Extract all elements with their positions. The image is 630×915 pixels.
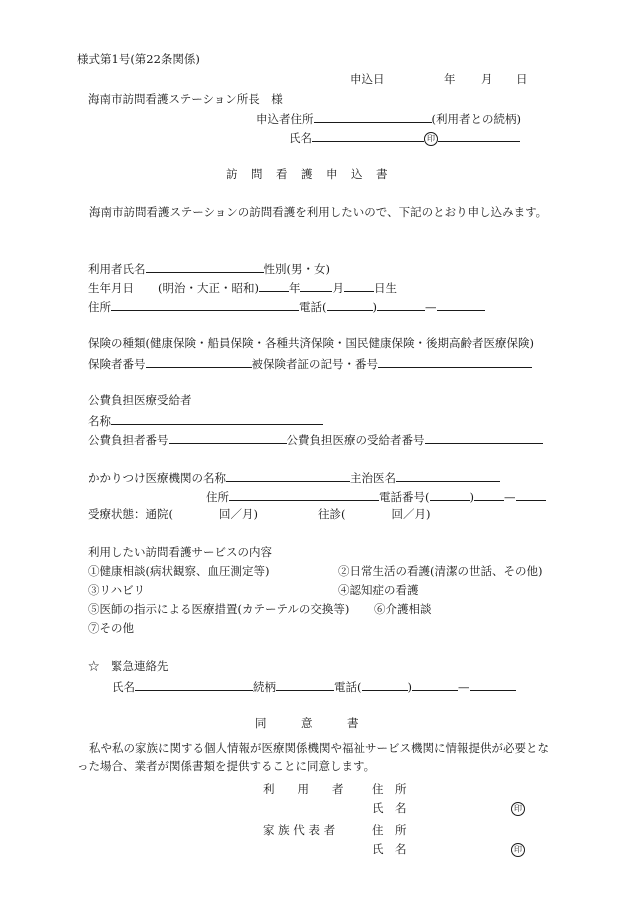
insurer-row	[88, 355, 532, 371]
clinic-address-label: 住所	[206, 490, 229, 504]
emergency-phone-close: )	[407, 680, 412, 694]
emergency-phone-mid-field[interactable]	[412, 678, 458, 691]
consent-family-seal	[511, 842, 525, 857]
treatment-status-row	[88, 507, 431, 521]
seal-icon: 印	[511, 843, 525, 857]
birth-day-unit: 日生	[373, 281, 397, 295]
clinic-address-row	[206, 488, 546, 504]
recipient-number-label: 公費負担医療の受給者番号	[286, 433, 425, 447]
services-heading: 利用したい訪問看護サービスの内容	[88, 545, 272, 559]
birth-day-field[interactable]	[344, 279, 374, 292]
emergency-phone-area-field[interactable]	[362, 678, 408, 691]
date-year: 年	[444, 72, 456, 86]
relation-note: (利用者との続柄)	[431, 112, 521, 126]
user-name-row	[88, 260, 330, 276]
doctor-name-label: 主治医名	[350, 471, 396, 485]
user-phone-dash: —	[425, 300, 437, 314]
emergency-phone-dash: —	[458, 680, 470, 694]
birth-year-unit: 年	[288, 281, 301, 295]
intro-text: 海南市訪問看護ステーションの訪問看護を利用したいので、下記のとおり申し込みます。	[89, 205, 548, 219]
home-visit-label: 往診(	[318, 507, 346, 521]
service-dementia-care: ④認知症の看護	[338, 583, 419, 597]
consent-user-seal	[511, 801, 525, 816]
addressee: 海南市訪問看護ステーション所長 様	[88, 92, 283, 106]
public-name-label: 名称	[88, 414, 111, 428]
user-phone-close: )	[372, 300, 377, 314]
insurer-number-field[interactable]	[146, 355, 252, 368]
applicant-address-field[interactable]	[314, 110, 432, 123]
user-phone-area-field[interactable]	[327, 298, 373, 311]
applicant-name-label: 氏名	[289, 131, 312, 145]
birthdate-row	[88, 279, 397, 295]
doctor-name-field[interactable]	[396, 469, 500, 482]
consent-family-address-label: 住 所	[372, 823, 407, 837]
consent-family-label: 家 族 代 表 者	[263, 823, 336, 837]
consent-family-name-label: 氏 名	[372, 842, 407, 856]
clinic-phone-close: )	[469, 490, 474, 504]
clinic-row	[88, 469, 500, 485]
emergency-relation-field[interactable]	[276, 678, 334, 691]
home-visit-unit: 回／月)	[391, 507, 431, 521]
user-phone-end-field[interactable]	[437, 298, 485, 311]
service-care-consult: ⑥介護相談	[374, 602, 432, 616]
clinic-phone-label: 電話番号(	[379, 490, 430, 504]
user-phone-label: 電話(	[299, 300, 327, 314]
service-daily-care: ②日常生活の看護(清潔の世話、その他)	[338, 564, 543, 578]
emergency-contact-row	[112, 678, 516, 694]
consent-title: 同 意 書	[255, 716, 359, 730]
public-heading: 公費負担医療受給者	[88, 393, 192, 407]
emergency-name-label: 氏名	[112, 680, 135, 694]
applicant-address-label: 申込者住所	[256, 112, 314, 126]
clinic-address-field[interactable]	[229, 488, 379, 501]
consent-user-label: 利 用 者	[263, 782, 344, 796]
insurance-type: 保険の種類(健康保険・船員保険・各種共済保険・国民健康保険・後期高齢者医療保険)	[88, 336, 534, 350]
emergency-phone-label: 電話(	[334, 680, 362, 694]
applicant-name-field-2[interactable]	[438, 129, 520, 142]
user-name-field[interactable]	[146, 260, 264, 273]
service-other: ⑦その他	[88, 621, 134, 635]
clinic-phone-end-field[interactable]	[516, 488, 546, 501]
payer-number-field[interactable]	[169, 431, 287, 444]
emergency-relation-label: 続柄	[253, 680, 276, 694]
applicant-name-row	[289, 129, 520, 146]
birth-year-field[interactable]	[259, 279, 289, 292]
user-phone-mid-field[interactable]	[377, 298, 425, 311]
insured-id-field[interactable]	[378, 355, 532, 368]
emergency-name-field[interactable]	[135, 678, 253, 691]
consent-user-address-label: 住 所	[372, 782, 407, 796]
era-options: (明治・大正・昭和)	[158, 281, 259, 295]
application-date-label: 申込日	[350, 72, 385, 86]
clinic-phone-dash: —	[504, 490, 516, 504]
user-address-label: 住所	[88, 300, 111, 314]
date-day: 日	[516, 72, 528, 86]
emergency-phone-end-field[interactable]	[470, 678, 516, 691]
public-name-row	[88, 412, 323, 428]
service-health-consult: ①健康相談(病状観察、血圧測定等)	[88, 564, 270, 578]
form-number: 様式第1号(第22条関係)	[77, 52, 200, 66]
outpatient-unit: 回／月)	[219, 507, 258, 521]
public-name-field[interactable]	[111, 412, 323, 425]
consent-text: 私や私の家族に関する個人情報が医療関係機関や福祉サービス機関に情報提供が必要となった場合、業者が関係書類を提供することに同意します。	[77, 741, 549, 773]
clinic-phone-mid-field[interactable]	[474, 488, 504, 501]
payer-number-label: 公費負担者番号	[88, 433, 169, 447]
form-title: 訪 問 看 護 申 込 書	[226, 167, 389, 181]
applicant-name-field[interactable]	[312, 129, 424, 142]
emergency-heading: ☆ 緊急連絡先	[88, 659, 169, 673]
user-address-field[interactable]	[111, 298, 299, 311]
service-medical-procedure: ⑤医師の指示による医療措置(カテーテルの交換等)	[88, 602, 350, 616]
clinic-name-label: かかりつけ医療機関の名称	[88, 471, 226, 485]
service-rehab: ③リハビリ	[88, 583, 146, 597]
clinic-name-field[interactable]	[226, 469, 350, 482]
insured-id-label: 被保険者証の記号・番号	[251, 357, 378, 371]
sex-label: 性別(男・女)	[263, 262, 330, 276]
recipient-number-field[interactable]	[425, 431, 543, 444]
public-number-row	[88, 431, 543, 447]
birthdate-label: 生年月日	[88, 281, 134, 295]
clinic-phone-area-field[interactable]	[430, 488, 470, 501]
outpatient-label: 受療状態：通院(	[88, 507, 173, 521]
birth-month-unit: 月	[332, 281, 344, 295]
seal-icon: 印	[424, 132, 438, 146]
birth-month-field[interactable]	[300, 279, 332, 292]
seal-icon: 印	[511, 802, 525, 816]
date-month: 月	[481, 72, 493, 86]
insurer-number-label: 保険者番号	[88, 357, 146, 371]
user-name-label: 利用者氏名	[88, 262, 146, 276]
applicant-address-row	[256, 110, 521, 126]
consent-user-name-label: 氏 名	[372, 801, 407, 815]
user-address-row	[88, 298, 485, 314]
